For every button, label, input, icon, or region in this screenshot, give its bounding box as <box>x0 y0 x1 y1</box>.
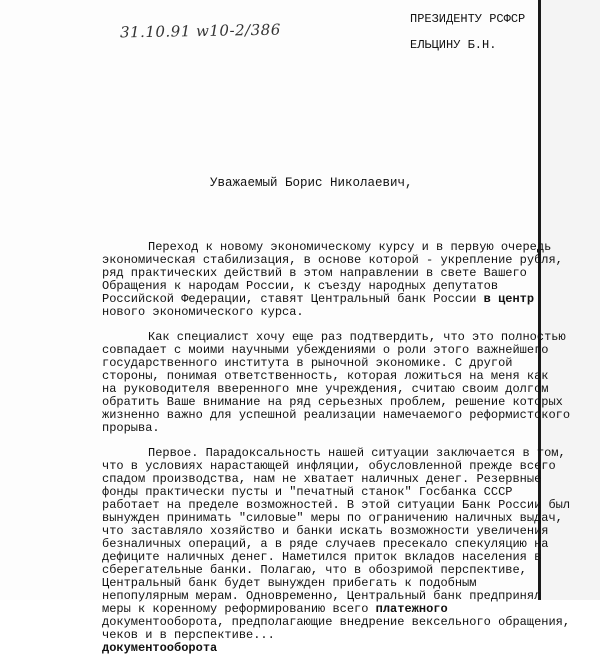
text-line: спадом производства, нам не хватает наличных денег. Резервные <box>102 472 542 486</box>
text-line: Российской Федерации, ставят Центральный банк России в центр <box>102 292 535 306</box>
text-line: ряд практических действий в этом направлении в свете Вашего <box>102 266 527 280</box>
text-line: нового экономического курса. <box>102 305 304 319</box>
text-line: Переход к новому экономическому курсу и в первую очередь <box>148 240 552 254</box>
text-line: жизненно важно для успешной реализации намечаемого реформистского <box>102 408 571 422</box>
greeting: Уважаемый Борис Николаевич, <box>210 176 413 190</box>
text-line: на руководителя вверенного мне учреждения, считаю своим долгом <box>102 382 549 396</box>
text-line: Первое. Парадоксальность нашей ситуации заключается в том, <box>148 446 566 460</box>
text-line: что заставляло хозяйство и банки искать возможности увеличения <box>102 524 549 538</box>
text-line: Как специалист хочу еще раз подтвердить, что это полностью <box>148 330 566 344</box>
text-line: документооборота, предполагающие внедрение вексельного обращения, <box>102 615 571 629</box>
text-line: обратить Ваше внимание на ряд серьезных проблем, решение которых <box>102 395 563 409</box>
text-line: дефиците наличных денег. Наметился приток вкладов населения в <box>102 550 542 564</box>
bold-phrase: платежного <box>375 602 448 616</box>
text-line: что в условиях нарастающей инфляции, обусловленной прежде всего <box>102 459 556 473</box>
bold-phrase: документооборота <box>102 641 218 655</box>
text-line: работает на пределе возможностей. В этой ситуации Банк России был <box>102 498 571 512</box>
bold-phrase: в центр <box>483 292 535 306</box>
text-line: Центральный банк будет вынужден прибегать к подобным <box>102 576 477 590</box>
text-line: непопулярным мерам. Одновременно, Центральный банк предпринял <box>102 589 542 603</box>
text-line: меры к коренному реформированию всего платежного <box>102 602 448 616</box>
text-line: стороны, понимая ответственность, которая ложиться на меня как <box>102 369 549 383</box>
text-line: безналичных операций, а в ряде случаев пресекало спекуляцию на <box>102 537 549 551</box>
text-line: прорыва. <box>102 421 160 435</box>
addressee-name: ЕЛЬЦИНУ Б.Н. <box>410 38 497 52</box>
text-line: вынужден принимать "силовые" меры по ограничению наличных выдач, <box>102 511 563 525</box>
text-line: государственного института в рыночной экономике. С другой <box>102 356 513 370</box>
text-line: сберегательные банки. Полагаю, что в обозримой перспективе, <box>102 563 527 577</box>
text-line: чеков и в перспективе... <box>102 628 275 642</box>
handwritten-registration-note: 31.10.91 w10-2/386 <box>119 20 281 42</box>
text-line: фонды практически пусты и "печатный станок" Госбанка СССР <box>102 485 513 499</box>
text-line: экономическая стабилизация, в основе которой - укрепление рубля, <box>102 253 563 267</box>
text-line: Обращения к народам России, к съезду народных депутатов <box>102 279 499 293</box>
text-line: совпадает с моими научными убеждениями о роли этого важнейшего <box>102 343 549 357</box>
addressee-title: ПРЕЗИДЕНТУ РСФСР <box>410 12 526 26</box>
